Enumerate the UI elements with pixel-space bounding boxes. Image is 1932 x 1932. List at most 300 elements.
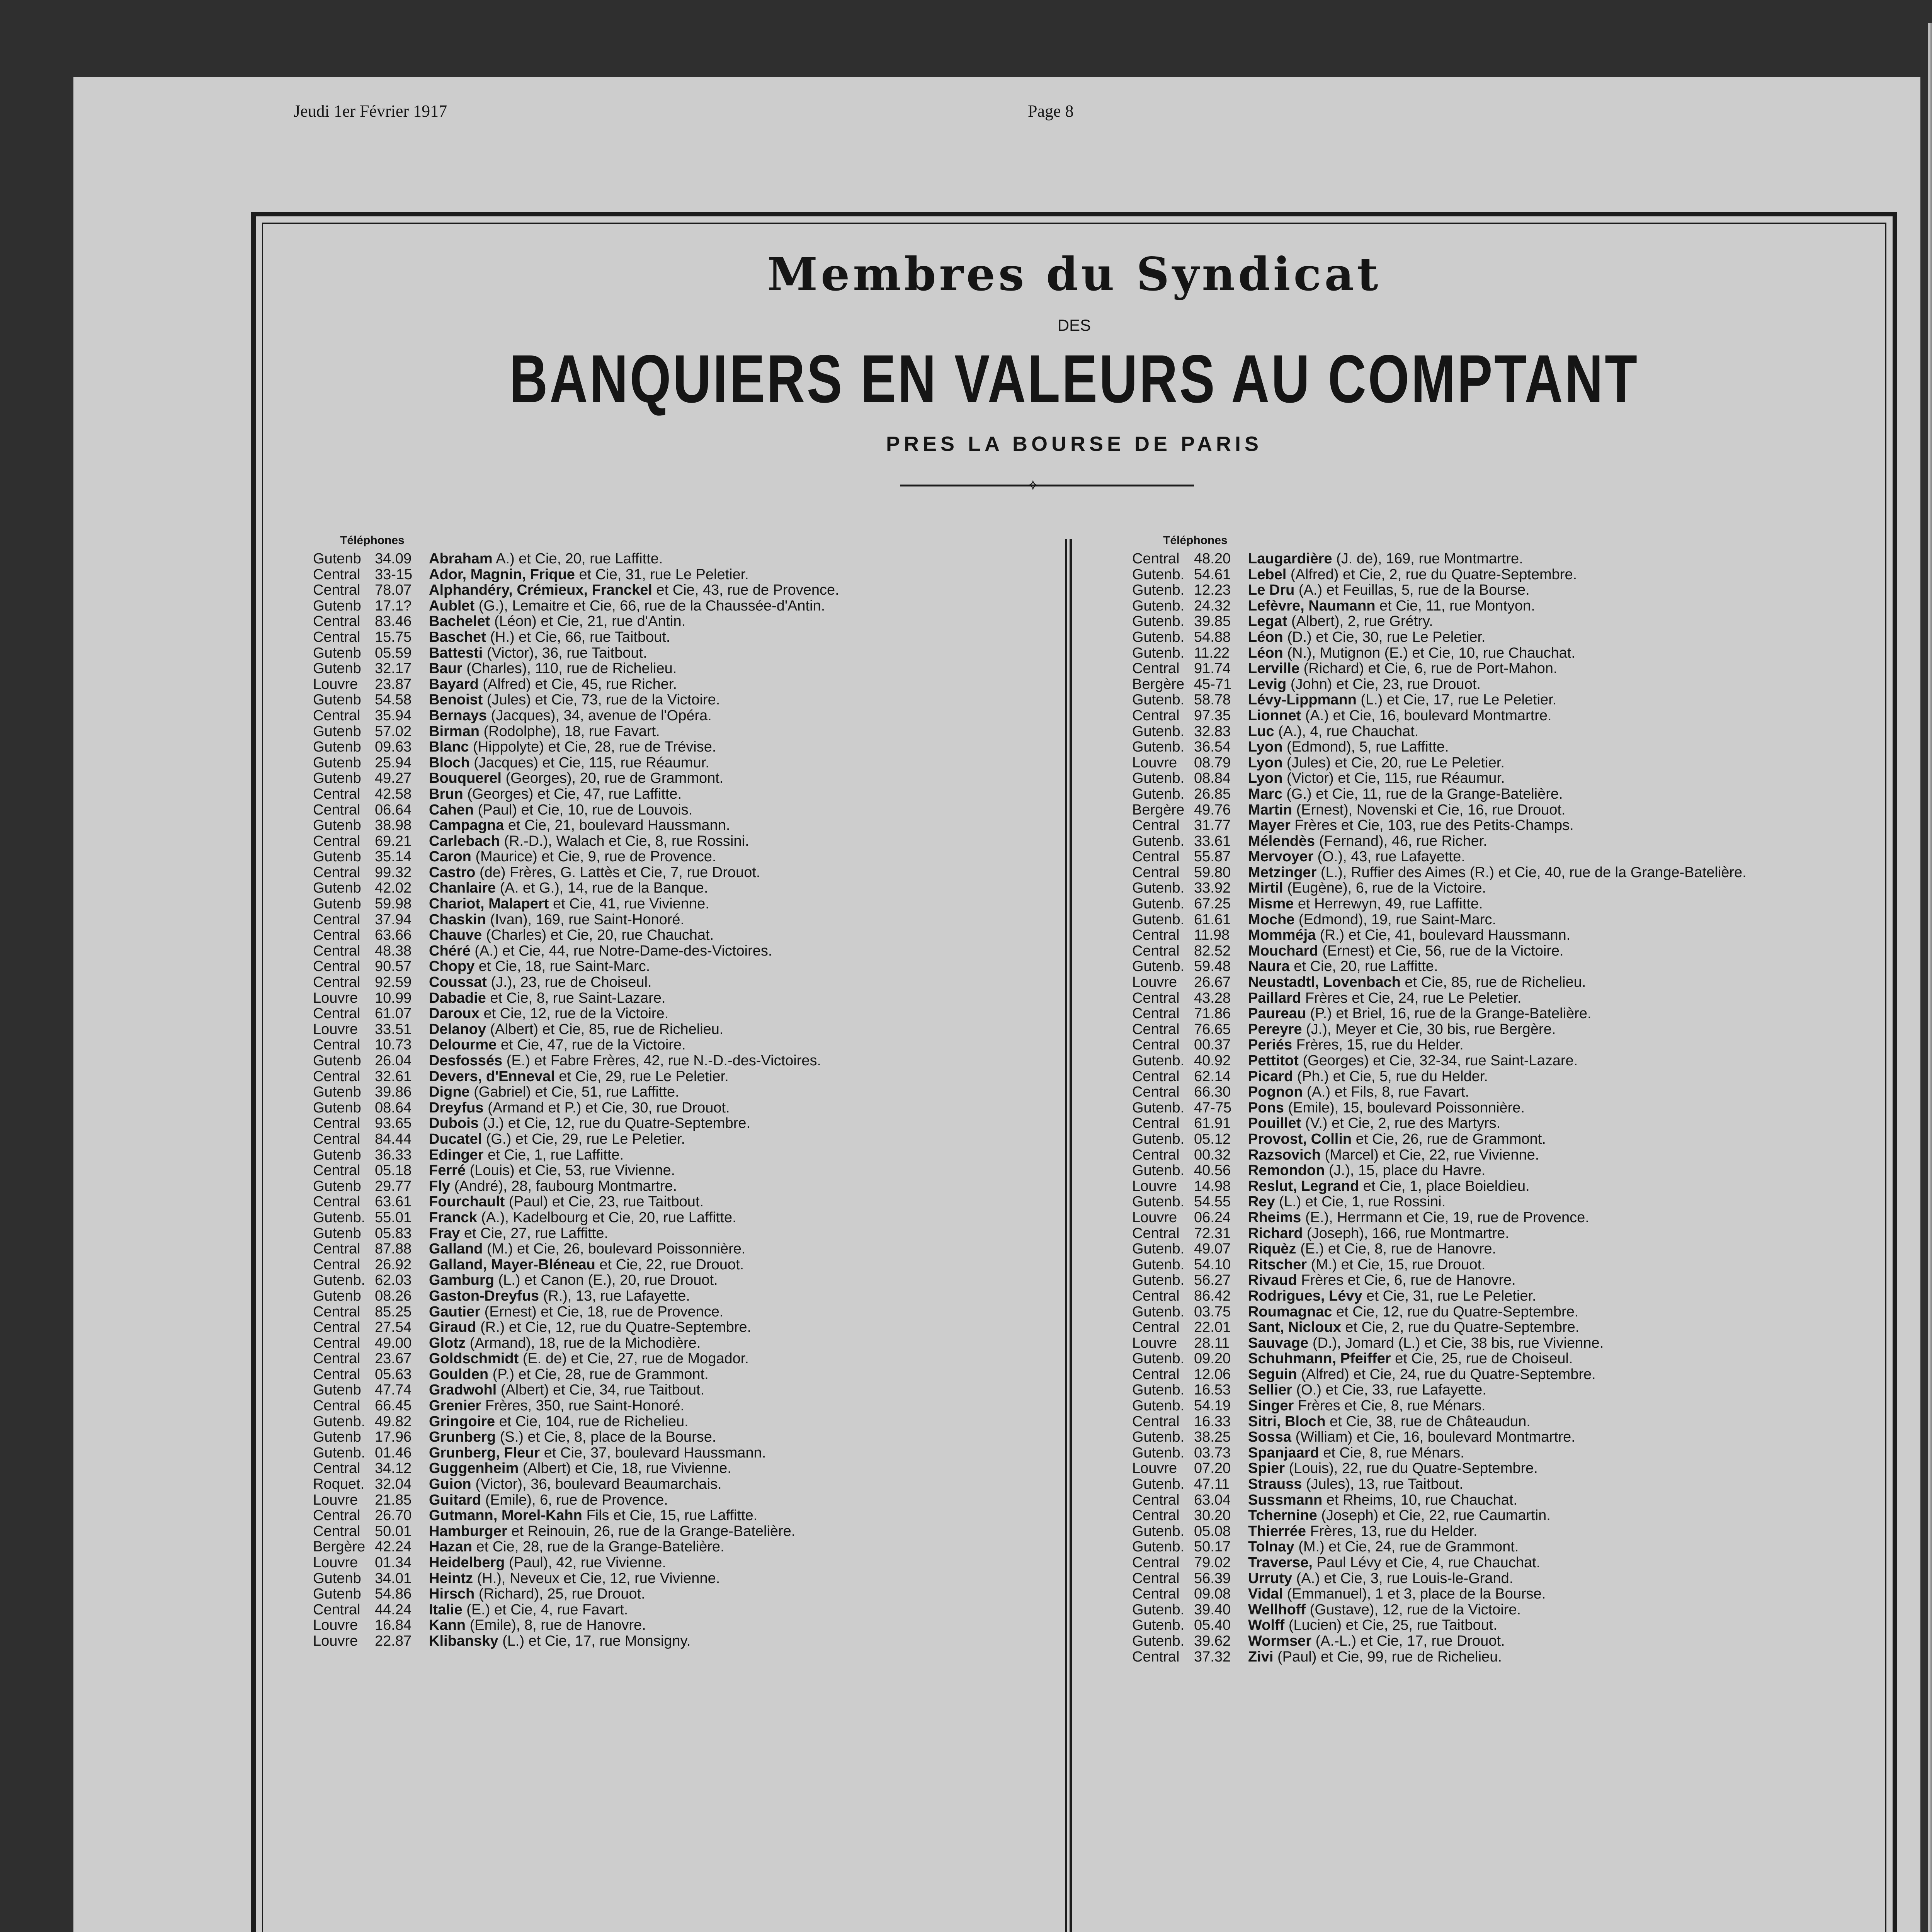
banker-address: (Armand et P.) et Cie, 30, rue Drouot. — [488, 1100, 730, 1116]
exchange-name: Gutenb. — [1132, 1241, 1185, 1257]
list-item — [313, 865, 839, 881]
banker-address: et Cie, 38, rue de Châteaudun. — [1330, 1413, 1531, 1430]
exchange-name: Central — [313, 1257, 361, 1273]
banker-address: (Rodolphe), 18, rue Favart. — [483, 723, 660, 740]
exchange-name: Gutenb. — [1132, 692, 1185, 708]
list-item — [313, 1241, 839, 1257]
list-item — [1132, 708, 1747, 724]
banker-name: Ador, Magnin, Frique — [429, 566, 575, 583]
exchange-name: Gutenb — [313, 645, 361, 661]
phone-number: 23.67 — [375, 1351, 412, 1367]
exchange-name: Gutenb. — [1132, 1131, 1185, 1147]
exchange-name: Gutenb. — [1132, 614, 1185, 629]
banker-address: Frères et Cie, 24, rue Le Peletier. — [1305, 990, 1522, 1006]
banker-address: (L.) et Canon (E.), 20, rue Drouot. — [498, 1272, 718, 1288]
list-item — [1132, 551, 1747, 567]
banker-name: Chéré — [429, 943, 471, 959]
banker-address: (P.) et Cie, 28, rue de Grammont. — [492, 1366, 709, 1383]
banker-name: Lyon — [1248, 770, 1283, 786]
banker-address: (A.) et Fils, 8, rue Favart. — [1306, 1084, 1469, 1100]
banker-name: Klibansky — [429, 1633, 498, 1649]
phone-number: 47-75 — [1194, 1100, 1232, 1116]
exchange-name: Gutenb — [313, 1382, 361, 1398]
banker-address: (L.) et Cie, 1, rue Rossini. — [1279, 1194, 1446, 1210]
exchange-name: Gutenb. — [1132, 645, 1185, 661]
exchange-name: Gutenb. — [1132, 880, 1185, 896]
banker-name: Battesti — [429, 645, 483, 661]
banker-address: (A.) et Cie, 44, rue Notre-Dame-des-Victoires. — [474, 943, 772, 959]
banker-name: Devers, d'Enneval — [429, 1068, 555, 1085]
phone-number: 49.82 — [375, 1413, 412, 1430]
title-des: DES — [1057, 316, 1091, 334]
banker-address: (E.) et Cie, 8, rue de Hanovre. — [1300, 1241, 1497, 1257]
banker-name: Wormser — [1248, 1633, 1312, 1649]
banker-address: et Cie, 25, rue de Choiseul. — [1395, 1351, 1573, 1367]
list-item — [313, 661, 839, 677]
banker-name: Mirtil — [1248, 880, 1283, 896]
exchange-name: Gutenb. — [1132, 1476, 1185, 1492]
phone-number: 66.45 — [375, 1398, 412, 1414]
banker-name: Pognon — [1248, 1084, 1303, 1100]
phone-number: 54.10 — [1194, 1257, 1231, 1273]
list-item — [313, 1147, 839, 1163]
exchange-name: Bergère — [1132, 676, 1185, 692]
list-item — [1132, 865, 1747, 881]
exchange-name: Gutenb. — [1132, 1602, 1185, 1618]
banker-address: et Cie, 43, rue de Provence. — [656, 582, 839, 598]
banker-address: Frères et Cie, 6, rue de Hanovre. — [1301, 1272, 1516, 1288]
banker-name: Lévy-Lippmann — [1248, 692, 1357, 708]
banker-name: Roumagnac — [1248, 1304, 1332, 1320]
list-item — [1132, 1147, 1747, 1163]
phone-number: 05.12 — [1194, 1131, 1231, 1147]
phone-number: 32.61 — [375, 1068, 412, 1085]
phone-number: 33-15 — [375, 566, 413, 583]
exchange-name: Gutenb — [313, 1100, 361, 1116]
list-item — [313, 1571, 839, 1587]
phone-number: 57.02 — [375, 723, 412, 740]
phone-number: 25.94 — [375, 755, 412, 771]
banker-name: Léon — [1248, 629, 1283, 645]
list-item — [1132, 1476, 1747, 1492]
right-directory — [1132, 551, 1747, 1665]
list-item — [313, 1351, 839, 1367]
banker-address: et Cie, 18, rue Saint-Marc. — [478, 959, 650, 975]
exchange-name: Gutenb. — [1132, 833, 1185, 849]
phone-number: 62.03 — [375, 1272, 412, 1288]
banker-name: Chauve — [429, 927, 482, 943]
phone-number: 61.91 — [1194, 1116, 1231, 1131]
phone-number: 07.20 — [1194, 1461, 1231, 1477]
phone-number: 84.44 — [375, 1131, 412, 1147]
banker-address: (S.) et Cie, 8, place de la Bourse. — [500, 1429, 716, 1445]
banker-address: (Victor), 36, rue Taitbout. — [486, 645, 647, 661]
banker-name: Grunberg — [429, 1429, 496, 1445]
banker-address: et Cie, 31, rue Le Peletier. — [579, 566, 749, 583]
exchange-name: Central — [1132, 1021, 1180, 1037]
phone-number: 85.25 — [375, 1304, 412, 1320]
phone-number: 40.92 — [1194, 1053, 1231, 1069]
banker-address: et Cie, 8, rue Ménars. — [1323, 1445, 1464, 1461]
phone-number: 35.94 — [375, 707, 412, 724]
banker-name: Mouchard — [1248, 943, 1318, 959]
list-item — [1132, 802, 1747, 818]
list-item — [1132, 1445, 1747, 1461]
exchange-name: Gutenb. — [1132, 786, 1185, 802]
phone-number: 42.58 — [375, 786, 412, 802]
exchange-name: Central — [1132, 849, 1180, 865]
list-item — [1132, 1429, 1747, 1445]
banker-address: (Paul) et Cie, 23, rue Taitbout. — [509, 1194, 704, 1210]
banker-address: (Paul) et Cie, 99, rue de Richelieu. — [1277, 1649, 1502, 1665]
banker-name: Ritscher — [1248, 1257, 1307, 1273]
banker-name: Gradwohl — [429, 1382, 497, 1398]
exchange-name: Central — [1132, 1570, 1180, 1587]
banker-address: (Paul) et Cie, 10, rue de Louvois. — [478, 802, 693, 818]
list-item — [313, 1163, 839, 1179]
phone-number: 10.73 — [375, 1037, 412, 1053]
list-item — [313, 896, 839, 912]
banker-name: Metzinger — [1248, 864, 1317, 881]
list-item — [313, 1069, 839, 1085]
phone-number: 58.78 — [1194, 692, 1231, 708]
list-item — [313, 614, 839, 629]
phone-number: 05.18 — [375, 1163, 412, 1179]
banker-address: et Cie, 41, rue Vivienne. — [553, 896, 709, 912]
banker-name: Dabadie — [429, 990, 486, 1006]
banker-address: (H.) et Cie, 66, rue Taitbout. — [490, 629, 670, 645]
banker-address: (D.), Jomard (L.) et Cie, 38 bis, rue Vivienne. — [1312, 1335, 1604, 1351]
list-item — [313, 1304, 839, 1320]
banker-address: et Cie, 21, boulevard Haussmann. — [508, 818, 730, 833]
list-item — [313, 1053, 839, 1069]
list-item — [1132, 1524, 1747, 1539]
banker-name: Mayer — [1248, 818, 1291, 833]
phone-number: 08.26 — [375, 1288, 412, 1304]
phone-number: 42.24 — [375, 1539, 412, 1555]
phone-number: 16.33 — [1194, 1413, 1231, 1430]
list-item — [1132, 943, 1747, 959]
exchange-name: Central — [1132, 1147, 1180, 1163]
banker-address: (Victor), 36, boulevard Beaumarchais. — [475, 1476, 722, 1492]
banker-address: et Cie, 8, rue Saint-Lazare. — [490, 990, 666, 1006]
banker-address: (Ernest), Novenski et Cie, 16, rue Drouot. — [1296, 802, 1566, 818]
exchange-name: Gutenb. — [1132, 1194, 1185, 1210]
banker-name: Provost, Collin — [1248, 1131, 1352, 1147]
phone-number: 55.01 — [375, 1209, 412, 1226]
exchange-name: Central — [313, 833, 361, 849]
list-item — [1132, 1617, 1747, 1633]
banker-name: Lerville — [1248, 661, 1300, 677]
phone-number: 32.17 — [375, 661, 412, 677]
phone-number: 78.07 — [375, 582, 412, 598]
banker-address: (J. de), 169, rue Montmartre. — [1336, 551, 1523, 567]
phone-number: 08.84 — [1194, 770, 1231, 786]
exchange-name: Louvre — [1132, 755, 1177, 771]
list-item — [313, 1320, 839, 1335]
phone-number: 49.27 — [375, 770, 412, 786]
banker-name: Naura — [1248, 959, 1290, 975]
banker-name: Richard — [1248, 1225, 1303, 1242]
banker-address: (Fernand), 46, rue Richer. — [1319, 833, 1487, 849]
exchange-name: Louvre — [1132, 1335, 1177, 1351]
exchange-name: Central — [313, 1366, 361, 1383]
banker-name: Rheims — [1248, 1209, 1301, 1226]
banker-address: (O.), 43, rue Lafayette. — [1317, 849, 1465, 865]
banker-name: Wolff — [1248, 1617, 1285, 1633]
exchange-name: Bergère — [1132, 802, 1185, 818]
banker-name: Sant, Nicloux — [1248, 1320, 1341, 1335]
banker-address: et Herrewyn, 49, rue Laffitte. — [1298, 896, 1483, 912]
phone-number: 17.1? — [375, 598, 412, 614]
banker-address: (A.), 4, rue Chauchat. — [1278, 723, 1419, 740]
banker-name: Abraham — [429, 551, 493, 567]
list-item — [313, 1602, 839, 1618]
exchange-name: Louvre — [313, 1555, 358, 1571]
exchange-name: Central — [1132, 1037, 1180, 1053]
exchange-name: Gutenb — [313, 1429, 361, 1445]
banker-address: (L.), Ruffier des Aimes (R.) et Cie, 40, rue de la Grange-Batelière. — [1320, 864, 1747, 881]
phone-number: 32.04 — [375, 1476, 412, 1492]
phone-number: 61.07 — [375, 1006, 412, 1022]
exchange-name: Central — [1132, 864, 1180, 881]
banker-address: et Cie, 27, rue Laffitte. — [464, 1225, 609, 1242]
banker-name: Castro — [429, 864, 476, 881]
exchange-name: Central — [313, 1320, 361, 1335]
banker-name: Lionnet — [1248, 707, 1301, 724]
phone-number: 44.24 — [375, 1602, 412, 1618]
list-item — [313, 567, 839, 583]
list-item — [313, 818, 839, 833]
exchange-name: Central — [1132, 1649, 1180, 1665]
banker-address: Frères et Cie, 8, rue Ménars. — [1298, 1398, 1486, 1414]
list-item — [1132, 959, 1747, 975]
phone-number: 34.09 — [375, 551, 412, 567]
banker-name: Léon — [1248, 645, 1283, 661]
phone-number: 87.88 — [375, 1241, 412, 1257]
exchange-name: Central — [313, 912, 361, 928]
exchange-name: Central — [313, 1461, 361, 1477]
left-col-header: Téléphones — [340, 534, 405, 547]
banker-name: Misme — [1248, 896, 1294, 912]
phone-number: 49.07 — [1194, 1241, 1231, 1257]
exchange-name: Gutenb — [313, 723, 361, 740]
phone-number: 16.53 — [1194, 1382, 1231, 1398]
banker-name: Italie — [429, 1602, 463, 1618]
banker-address: (André), 28, faubourg Montmartre. — [454, 1178, 677, 1194]
banker-address: (Eugène), 6, rue de la Victoire. — [1287, 880, 1486, 896]
exchange-name: Central — [1132, 1320, 1180, 1335]
banker-address: et Cie, 12, rue du Quatre-Septembre. — [1336, 1304, 1579, 1320]
phone-number: 82.52 — [1194, 943, 1231, 959]
list-item — [313, 1429, 839, 1445]
exchange-name: Central — [313, 927, 361, 943]
exchange-name: Gutenb — [313, 1570, 361, 1587]
banker-name: Urruty — [1248, 1570, 1293, 1587]
list-item — [1132, 990, 1747, 1006]
list-item — [1132, 1586, 1747, 1602]
banker-address: (R.-D.), Walach et Cie, 8, rue Rossini. — [504, 833, 749, 849]
list-item — [1132, 1272, 1747, 1288]
list-item — [313, 551, 839, 567]
phone-number: 06.24 — [1194, 1209, 1231, 1226]
phone-number: 91.74 — [1194, 661, 1231, 677]
banker-name: Marc — [1248, 786, 1282, 802]
exchange-name: Gutenb. — [1132, 598, 1185, 614]
banker-name: Desfossés — [429, 1053, 503, 1069]
banker-address: (Marcel) et Cie, 22, rue Vivienne. — [1325, 1147, 1539, 1163]
list-item — [313, 802, 839, 818]
list-item — [1132, 629, 1747, 645]
banker-address: (J.), Meyer et Cie, 30 bis, rue Bergère. — [1306, 1021, 1556, 1037]
list-item — [1132, 912, 1747, 928]
exchange-name: Central — [313, 1068, 361, 1085]
list-item — [1132, 598, 1747, 614]
banker-address: (Lucien) et Cie, 25, rue Taitbout. — [1288, 1617, 1497, 1633]
exchange-name: Gutenb — [313, 1053, 361, 1069]
exchange-name: Central — [1132, 1366, 1180, 1383]
exchange-name: Central — [313, 802, 361, 818]
banker-address: (Hippolyte) et Cie, 28, rue de Trévise. — [473, 739, 716, 755]
banker-name: Fourchault — [429, 1194, 505, 1210]
banker-name: Caron — [429, 849, 471, 865]
banker-name: Goldschmidt — [429, 1351, 519, 1367]
banker-address: (Alfred) et Cie, 24, rue du Quatre-Septembre. — [1301, 1366, 1596, 1383]
banker-address: (V.) et Cie, 2, rue des Martyrs. — [1305, 1116, 1501, 1131]
banker-address: (Emile), 6, rue de Provence. — [485, 1492, 668, 1508]
phone-number: 09.08 — [1194, 1586, 1231, 1602]
list-item — [313, 833, 839, 849]
list-item — [1132, 755, 1747, 771]
exchange-name: Central — [1132, 1288, 1180, 1304]
phone-number: 49.00 — [375, 1335, 412, 1351]
list-item — [313, 959, 839, 975]
banker-address: (O.) et Cie, 33, rue Lafayette. — [1296, 1382, 1486, 1398]
banker-name: Reslut, Legrand — [1248, 1178, 1359, 1194]
banker-name: Fly — [429, 1178, 450, 1194]
banker-name: Lyon — [1248, 739, 1283, 755]
list-item — [313, 1445, 839, 1461]
banker-address: (G.), Lemaitre et Cie, 66, rue de la Chaussée-d'Antin. — [478, 598, 825, 614]
exchange-name: Central — [313, 1006, 361, 1022]
banker-address: (R.), 13, rue Lafayette. — [543, 1288, 690, 1304]
banker-name: Franck — [429, 1209, 477, 1226]
banker-address: et Cie, 47, rue de la Victoire. — [500, 1037, 686, 1053]
banker-address: (Emmanuel), 1 et 3, place de la Bourse. — [1287, 1586, 1546, 1602]
exchange-name: Central — [1132, 1068, 1180, 1085]
banker-address: et Cie, 37, boulevard Haussmann. — [544, 1445, 766, 1461]
exchange-name: Central — [313, 975, 361, 990]
banker-name: Alphandéry, Crémieux, Franckel — [429, 582, 652, 598]
banker-address: (Victor) et Cie, 115, rue Réaumur. — [1286, 770, 1505, 786]
header-date: Jeudi 1er Février 1917 — [294, 102, 447, 121]
banker-address: (Albert) et Cie, 34, rue Taitbout. — [500, 1382, 705, 1398]
exchange-name: Roquet. — [313, 1476, 365, 1492]
right-col-header: Téléphones — [1163, 534, 1228, 547]
title-pres: PRES LA BOURSE DE PARIS — [886, 432, 1263, 456]
list-item — [1132, 1022, 1747, 1037]
title-membres: Membres du Syndicat — [767, 247, 1381, 301]
banker-address: (G.) et Cie, 11, rue de la Grange-Batelière. — [1286, 786, 1563, 802]
exchange-name: Central — [1132, 1413, 1180, 1430]
phone-number: 33.51 — [375, 1021, 412, 1037]
exchange-name: Gutenb. — [1132, 770, 1185, 786]
phone-number: 50.01 — [375, 1523, 412, 1539]
phone-number: 03.75 — [1194, 1304, 1231, 1320]
banker-address: (A.), Kadelbourg et Cie, 20, rue Laffitte. — [481, 1209, 736, 1226]
list-item — [313, 645, 839, 661]
banker-name: Benoist — [429, 692, 483, 708]
phone-number: 39.62 — [1194, 1633, 1231, 1649]
phone-number: 26.85 — [1194, 786, 1231, 802]
banker-name: Chariot, Malapert — [429, 896, 549, 912]
banker-name: Grunberg, Fleur — [429, 1445, 540, 1461]
banker-name: Guitard — [429, 1492, 481, 1508]
list-item — [313, 692, 839, 708]
banker-address: et Cie, 85, rue de Richelieu. — [1405, 975, 1586, 990]
banker-address: (Georges) et Cie, 32-34, rue Saint-Lazare. — [1303, 1053, 1578, 1069]
banker-address: (J.), 23, rue de Choiseul. — [491, 975, 652, 990]
list-item — [313, 927, 839, 943]
list-item — [313, 786, 839, 802]
banker-address: (R.) et Cie, 41, boulevard Haussmann. — [1320, 927, 1571, 943]
list-item — [313, 975, 839, 990]
list-item — [1132, 975, 1747, 990]
exchange-name: Gutenb — [313, 739, 361, 755]
banker-name: Vidal — [1248, 1586, 1283, 1602]
banker-name: Chopy — [429, 959, 475, 975]
phone-number: 66.30 — [1194, 1084, 1231, 1100]
banker-name: Campagna — [429, 818, 504, 833]
list-item — [313, 770, 839, 786]
banker-address: Frères, 15, rue du Helder. — [1296, 1037, 1464, 1053]
phone-number: 01.46 — [375, 1445, 412, 1461]
exchange-name: Gutenb. — [1132, 1100, 1185, 1116]
list-item — [1132, 1084, 1747, 1100]
exchange-name: Gutenb. — [1132, 1163, 1185, 1179]
list-item — [313, 1194, 839, 1210]
banker-name: Dubois — [429, 1116, 479, 1131]
phone-number: 34.01 — [375, 1570, 412, 1587]
banker-name: Sitri, Bloch — [1248, 1413, 1326, 1430]
list-item — [1132, 896, 1747, 912]
banker-name: Singer — [1248, 1398, 1294, 1414]
list-item — [1132, 1210, 1747, 1226]
phone-number: 63.66 — [375, 927, 412, 943]
phone-number: 39.86 — [375, 1084, 412, 1100]
banker-name: Hamburger — [429, 1523, 507, 1539]
list-item — [313, 724, 839, 740]
list-item — [313, 1116, 839, 1131]
exchange-name: Central — [313, 1116, 361, 1131]
phone-number: 26.70 — [375, 1508, 412, 1524]
banker-name: Aublet — [429, 598, 475, 614]
banker-address: et Cie, 1, rue Laffitte. — [488, 1147, 624, 1163]
banker-address: (Armand), 18, rue de la Michodière. — [469, 1335, 701, 1351]
exchange-name: Central — [313, 1602, 361, 1618]
banker-address: Frères, 350, rue Saint-Honoré. — [485, 1398, 685, 1414]
banker-name: Chaskin — [429, 912, 486, 928]
banker-name: Blanc — [429, 739, 469, 755]
banker-name: Brun — [429, 786, 463, 802]
list-item — [1132, 1320, 1747, 1335]
exchange-name: Gutenb — [313, 1586, 361, 1602]
banker-address: (P.) et Briel, 16, rue de la Grange-Batelière. — [1310, 1006, 1592, 1022]
banker-address: (A. et G.), 14, rue de la Banque. — [500, 880, 708, 896]
phone-number: 14.98 — [1194, 1178, 1231, 1194]
phone-number: 62.14 — [1194, 1068, 1231, 1085]
list-item — [313, 1100, 839, 1116]
